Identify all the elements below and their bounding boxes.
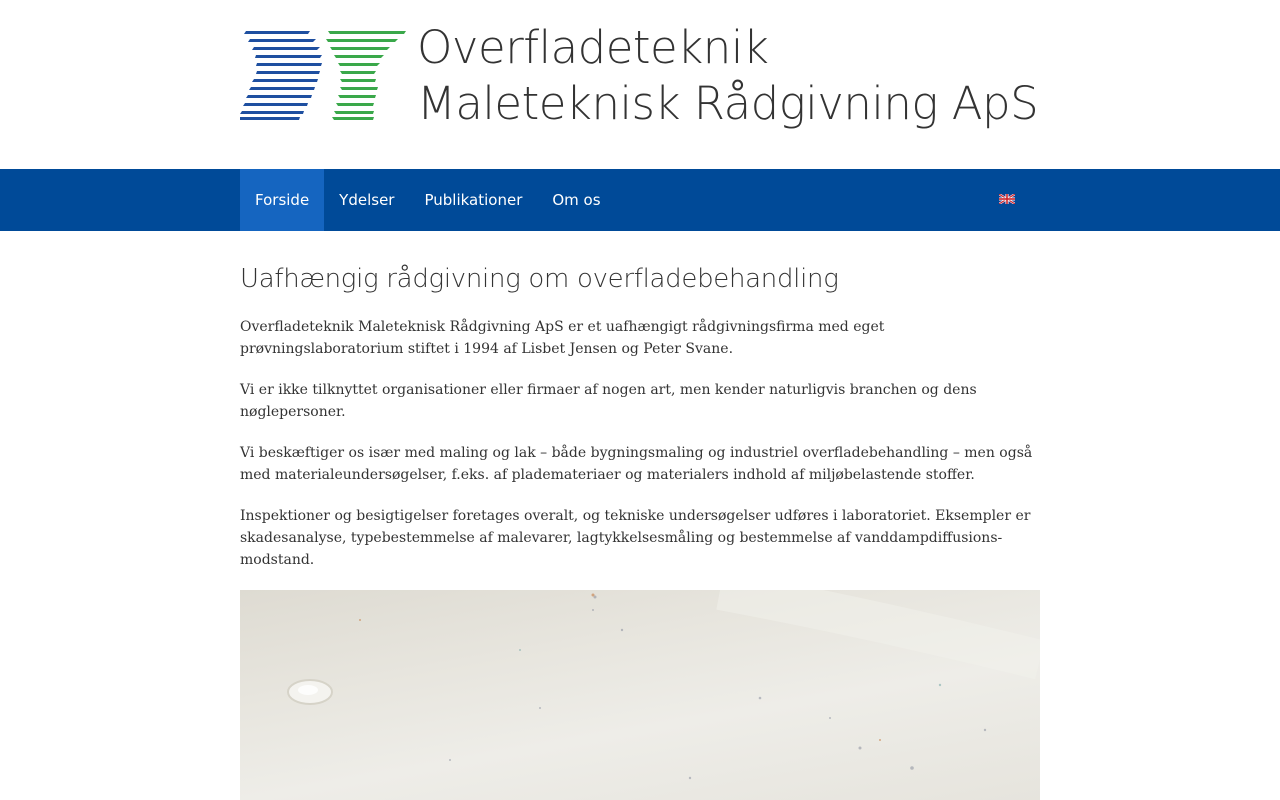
intro-paragraph-1: Overfladeteknik Maleteknisk Rådgivning ApS er et uafhængigt rådgivningsfirma med eget prøvningslaboratorium stiftet i 1994 af Lisbet Jensen og Peter Svane. <box>240 319 885 357</box>
nav-item-ydelser[interactable]: Ydelser <box>339 191 395 209</box>
site-title-line1: Overfladeteknik <box>417 21 769 74</box>
surface-photo-texture <box>240 590 1040 800</box>
page-title: Uafhængig rådgivning om overfladebehandling <box>240 264 839 294</box>
site-title-line2: Maleteknisk Rådgivning ApS <box>417 77 1039 130</box>
intro-paragraph-4: Inspektioner og besigtigelser foretages overalt, og tekniske undersøgelser udføres i laboratoriet. Eksempler er skadesanalyse, typebestemmelse af malevarer, lagtykkelsesmåling og bestemmelse af vanddampdiffusions-modstand. <box>240 508 1031 568</box>
main-navigation <box>0 169 1280 231</box>
uk-flag-icon[interactable] <box>999 194 1015 204</box>
nav-item-om-os[interactable]: Om os <box>552 191 601 209</box>
company-logo[interactable] <box>240 29 406 121</box>
surface-photo <box>240 590 1040 800</box>
site-header <box>0 0 1280 169</box>
main-content <box>240 231 1040 571</box>
intro-paragraph-2: Vi er ikke tilknyttet organisationer eller firmaer af nogen art, men kender naturligvis branchen og dens nøglepersoner. <box>240 382 977 420</box>
intro-paragraph-3: Vi beskæftiger os især med maling og lak – både bygningsmaling og industriel overfladebehandling – men også med materialeundersøgelser, f.eks. af plademateriaer og materialers indhold af miljøbelastende stoffer. <box>240 445 1033 483</box>
nav-item-forside[interactable]: Forside <box>240 169 324 231</box>
nav-item-publikationer[interactable]: Publikationer <box>424 191 523 209</box>
site-title[interactable] <box>417 20 1038 132</box>
